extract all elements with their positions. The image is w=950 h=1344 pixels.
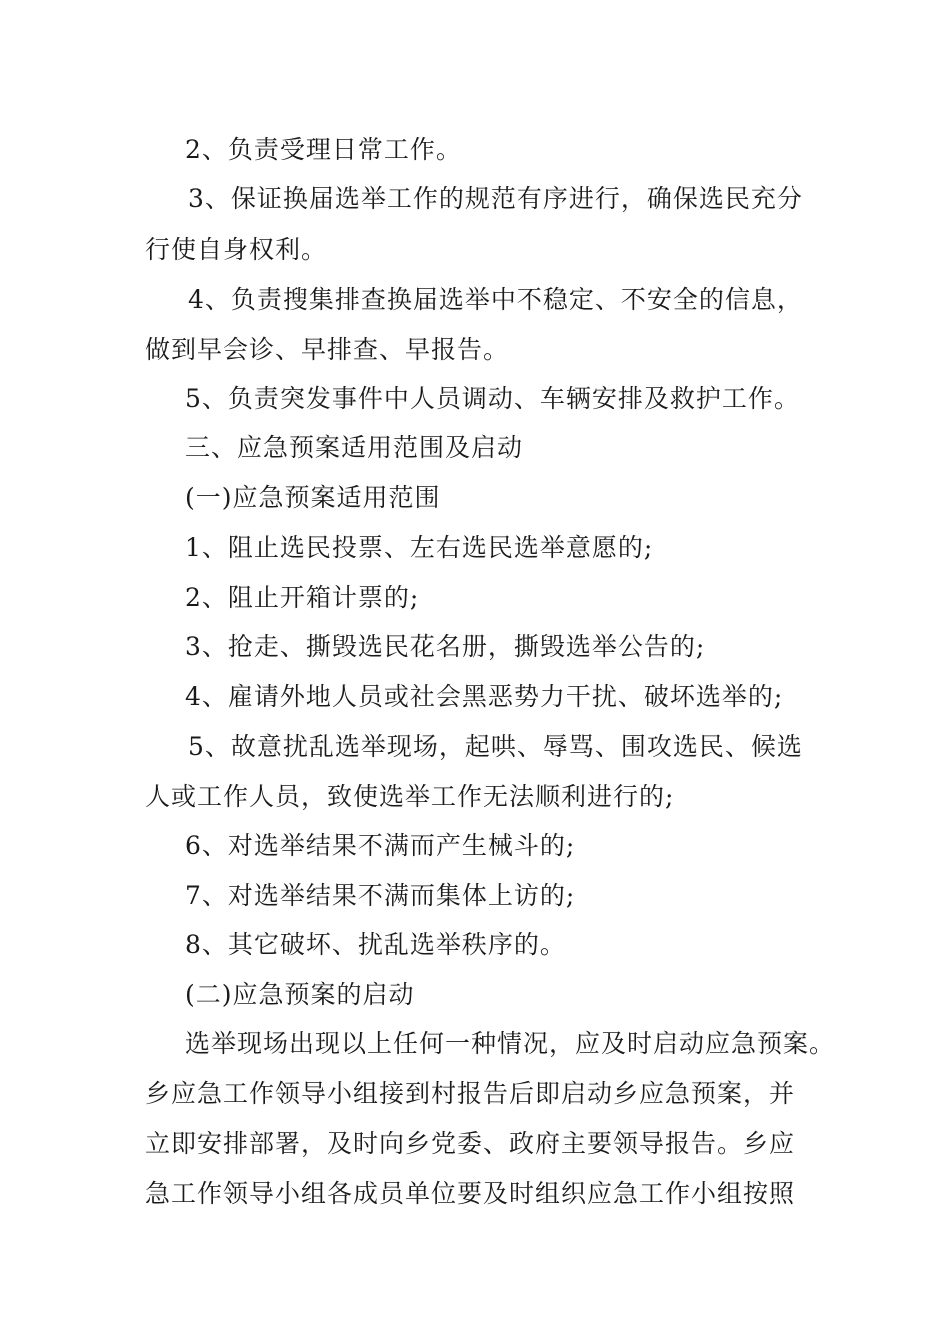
text-line: 立即安排部署，及时向乡党委、政府主要领导报告。乡应 [145,1129,796,1158]
text-line: 人或工作人员，致使选举工作无法顺利进行的; [145,782,675,811]
text-line: 2、阻止开箱计票的; [185,583,420,612]
text-line: 急工作领导小组各成员单位要及时组织应急工作小组按照 [145,1179,796,1208]
text-line: 3、保证换届选举工作的规范有序进行，确保选民充分 [188,184,803,213]
subsection-heading: (一)应急预案适用范围 [185,483,441,512]
text-line: 4、雇请外地人员或社会黑恶势力干扰、破坏选举的; [185,682,784,711]
section-heading: 三、应急预案适用范围及启动 [185,433,524,462]
text-line: 5、故意扰乱选举现场，起哄、辱骂、围攻选民、候选 [188,732,803,761]
text-line: 4、负责搜集排查换届选举中不稳定、不安全的信息， [188,285,803,314]
text-line: 8、其它破坏、扰乱选举秩序的。 [185,930,566,959]
text-line: 3、抢走、撕毁选民花名册，撕毁选举公告的; [185,632,706,661]
text-line: 做到早会诊、早排查、早报告。 [145,335,510,364]
text-line: 乡应急工作领导小组接到村报告后即启动乡应急预案，并 [145,1079,796,1108]
text-line: 选举现场出现以上任何一种情况，应及时启动应急预案。 [185,1029,836,1058]
subsection-heading: (二)应急预案的启动 [185,980,415,1009]
text-line: 7、对选举结果不满而集体上访的; [185,881,576,910]
text-line: 5、负责突发事件中人员调动、车辆安排及救护工作。 [185,384,800,413]
text-line: 2、负责受理日常工作。 [185,135,462,164]
text-line: 1、阻止选民投票、左右选民选举意愿的; [185,533,654,562]
text-line: 行使自身权利。 [145,235,328,264]
text-line: 6、对选举结果不满而产生械斗的; [185,831,576,860]
